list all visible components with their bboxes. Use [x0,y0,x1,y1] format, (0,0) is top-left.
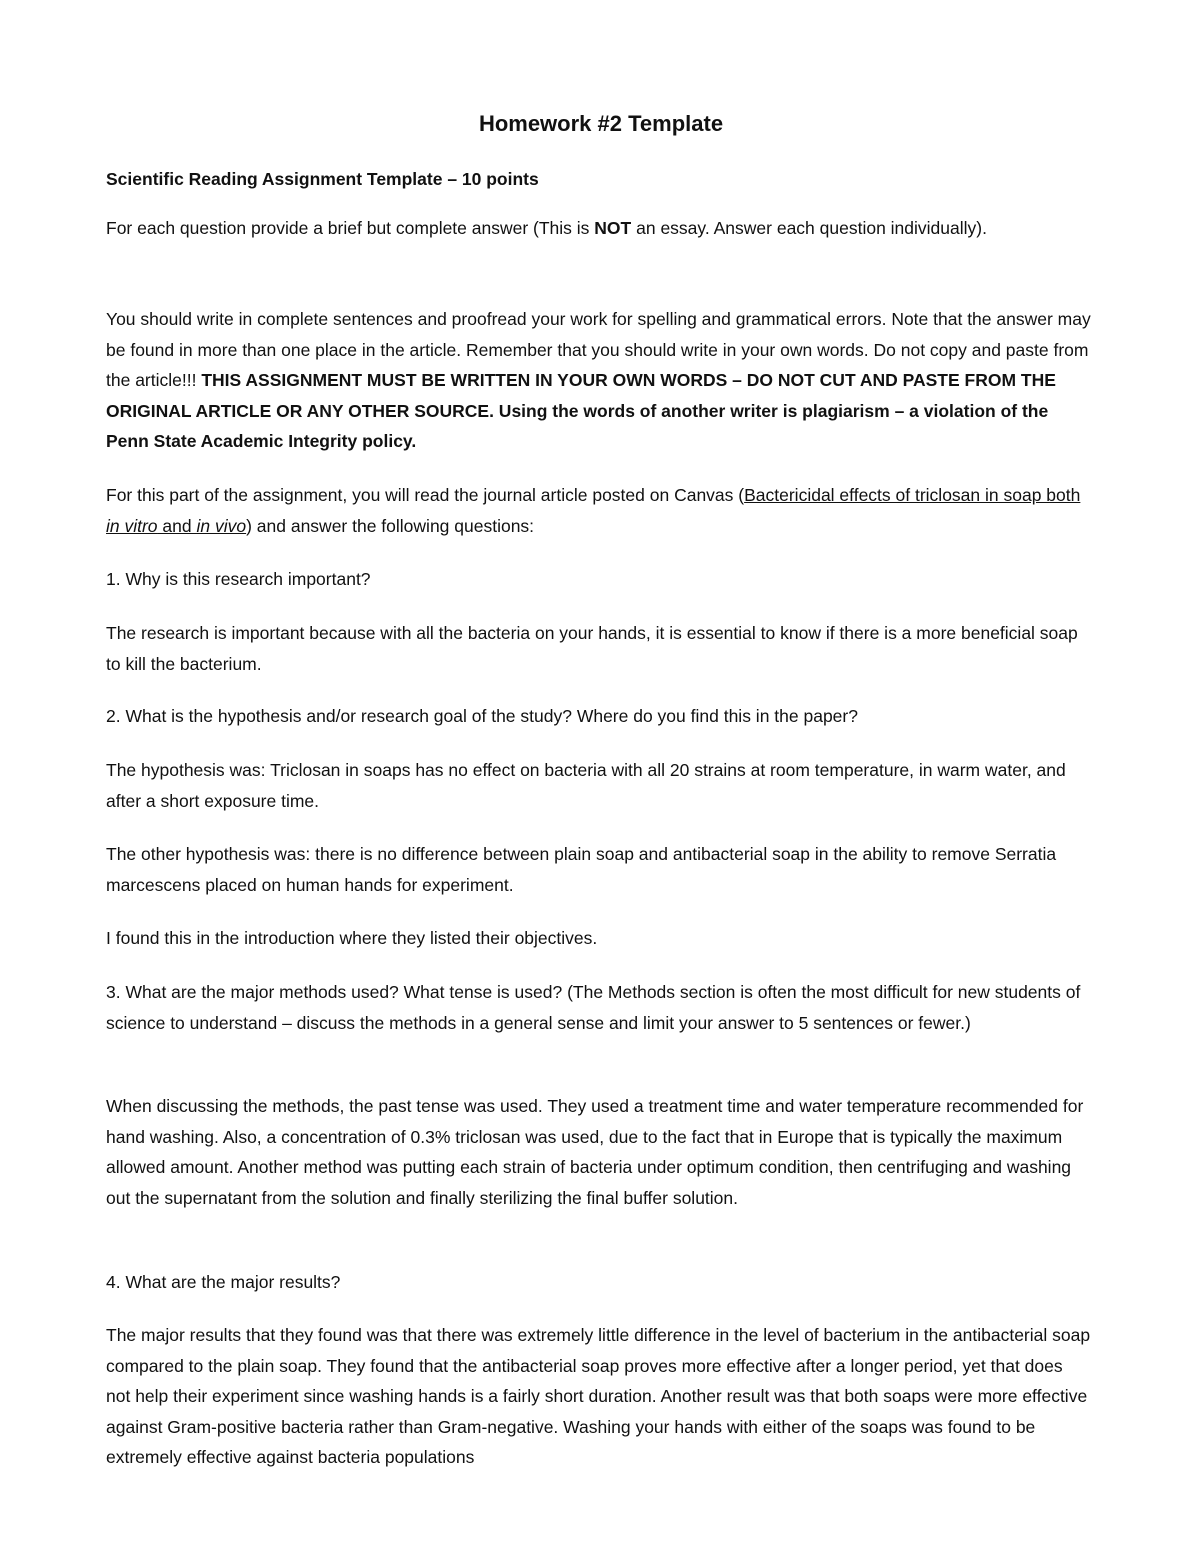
plagiarism-warning: THIS ASSIGNMENT MUST BE WRITTEN IN YOUR OWN WORDS – DO NOT CUT AND PASTE FROM THE ORIGINAL ARTICLE OR ANY OTHER SOURCE. Using the words of another writer is plagiarism – a violation of the Penn State Academic Integrity policy. [106,370,1056,451]
question-2: 2. What is the hypothesis and/or research goal of the study? Where do you find this in the paper? [106,706,858,726]
answer-2-hypothesis: The hypothesis was: Triclosan in soaps has no effect on bacteria with all 20 strains at room temperature, in warm water, and after a short exposure time. [106,760,1066,811]
assignment-subtitle: Scientific Reading Assignment Template – 10 points [106,169,539,189]
document-title: Homework #2 Template [478,111,724,136]
emphasis-not: NOT [594,218,632,238]
article-title-link[interactable]: Bactericidal effects of triclosan in soap both in vitro and in vivo [106,485,1081,536]
answer-4: The major results that they found was that there was extremely little difference in the level of bacterium in the antibacterial soap compared to the plain soap. They found that the antibacterial soap proves more effective after a longer period, yet that does not help their experiment since washing hands is a fairly short duration. Another result was that both soaps were more effective against Gram-positive bacteria rather than Gram-negative. Washing your hands with either of the soaps was found to be extremely effective against bacteria populations [106,1325,1091,1467]
question-1: 1. Why is this research important? [106,569,371,589]
instruction-paragraph-1: For each question provide a brief but complete answer (This is NOT an essay. Answer each question individually). [106,218,987,238]
answer-1: The research is important because with all the bacteria on your hands, it is essential to know if there is a more beneficial soap to kill the bacterium. [106,623,1078,674]
question-4: 4. What are the major results? [106,1272,341,1292]
answer-3: When discussing the methods, the past tense was used. They used a treatment time and water temperature recommended for hand washing. Also, a concentration of 0.3% triclosan was used, due to the fact that in Europe that is typically the maximum allowed amount. Another method was putting each strain of bacteria under optimum condition, then centrifuging and washing out the supernatant from the solution and finally sterilizing the final buffer solution. [106,1096,1084,1208]
instruction-paragraph-3: For this part of the assignment, you will read the journal article posted on Canvas (Bactericidal effects of triclosan in soap both in vitro and in vivo) and answer the following questions: [106,485,1081,536]
instruction-paragraph-2: You should write in complete sentences and proofread your work for spelling and grammatical errors. Note that the answer may be found in more than one place in the article. Remember that you should write in your own words. Do not copy and paste from the article!!! THIS ASSIGNMENT MUST BE WRITTEN IN YOUR OWN WORDS – DO NOT CUT AND PASTE FROM THE ORIGINAL ARTICLE OR ANY OTHER SOURCE. Using the words of another writer is plagiarism – a violation of the Penn State Academic Integrity policy. [106,309,1091,451]
answer-2-other-hypothesis: The other hypothesis was: there is no difference between plain soap and antibacterial soap in the ability to remove Serratia marcescens placed on human hands for experiment. [106,844,1057,895]
answer-2-location: I found this in the introduction where they listed their objectives. [106,928,598,948]
question-3: 3. What are the major methods used? What tense is used? (The Methods section is often the most difficult for new students of science to understand – discuss the methods in a general sense and limit your answer to 5 sentences or fewer.) [106,982,1081,1033]
